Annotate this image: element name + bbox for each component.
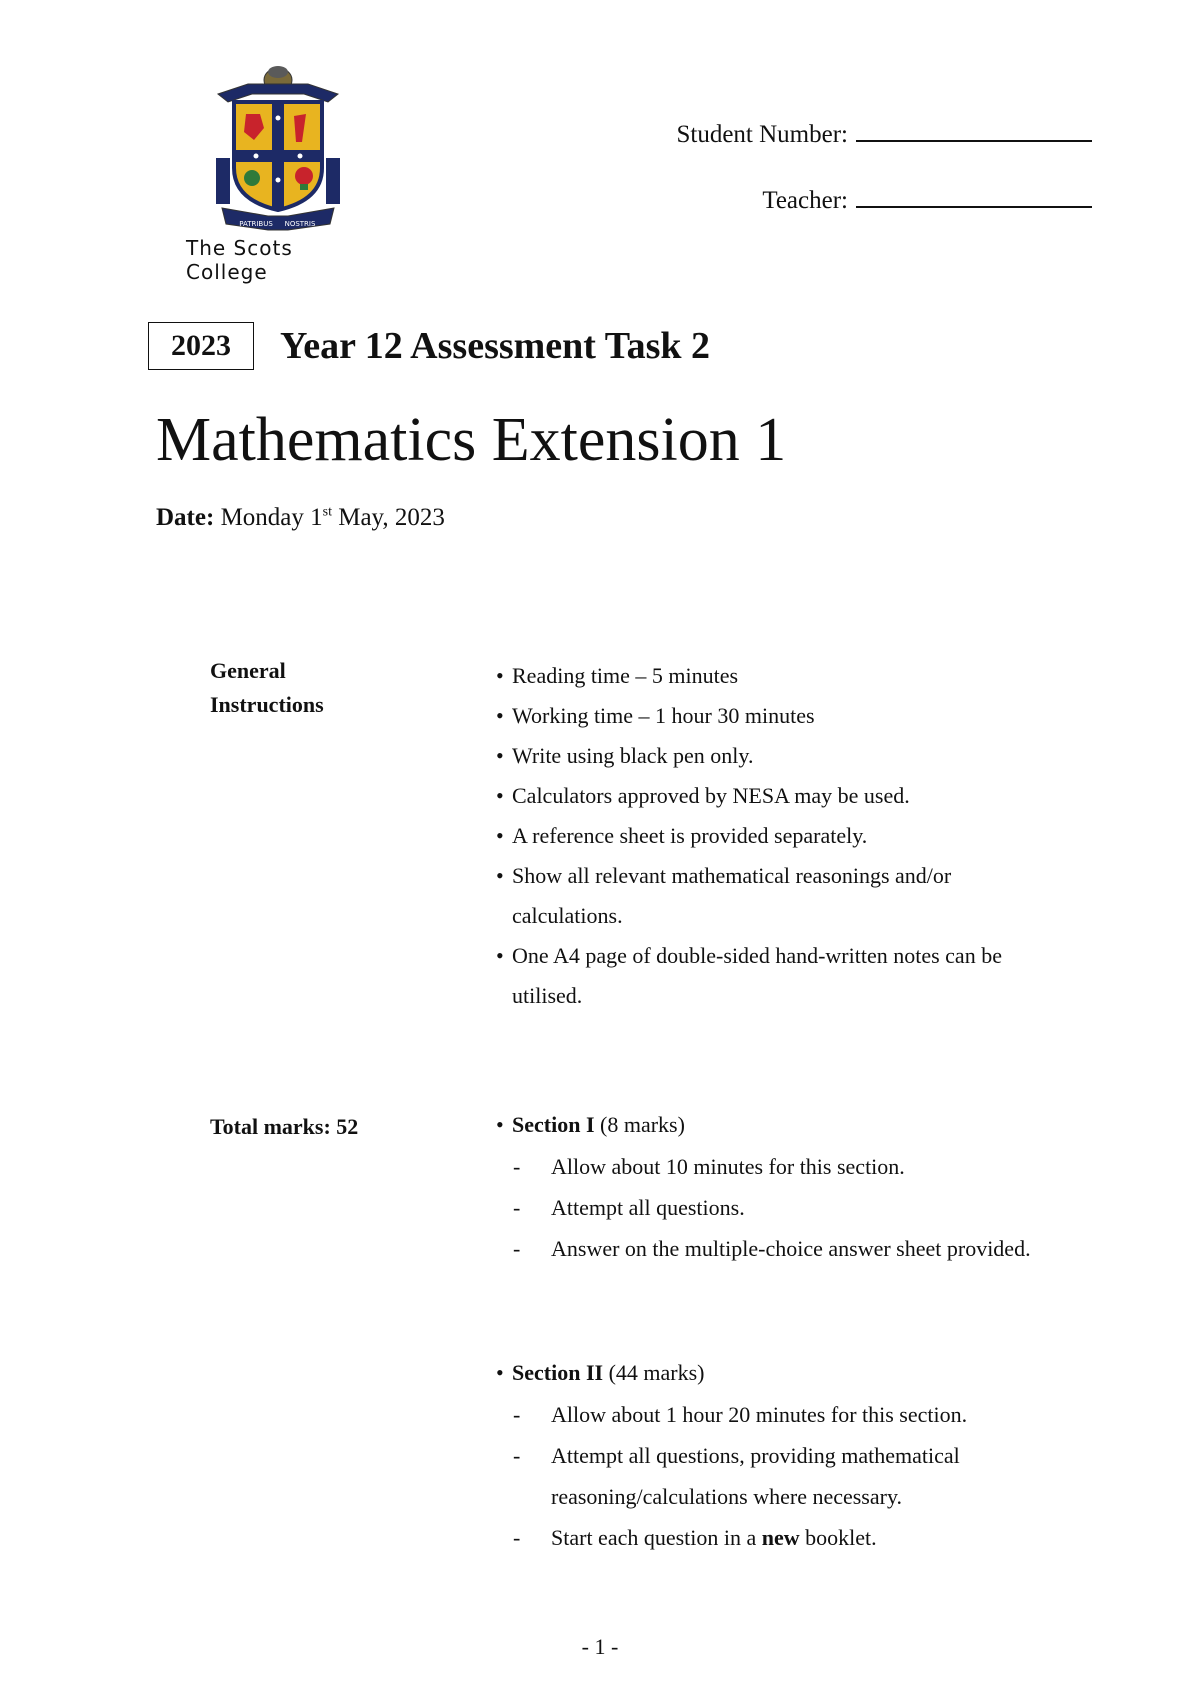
section-1-block — [496, 1104, 1116, 1269]
page-number: - 1 - — [581, 1634, 619, 1659]
crest-motto-right: NOSTRIS — [284, 220, 316, 228]
teacher-field[interactable] — [762, 182, 1092, 215]
section-1-heading: • Section I (8 marks) — [496, 1112, 685, 1137]
list-item: - Answer on the multiple-choice answer sheet provided. — [513, 1236, 1031, 1261]
exam-date — [156, 504, 445, 532]
general-instructions-label: General Instructions — [210, 658, 324, 717]
student-number-field[interactable] — [676, 116, 1092, 149]
list-item: • Calculators approved by NESA may be used. — [496, 783, 910, 808]
list-item: • Working time – 1 hour 30 minutes — [496, 703, 815, 728]
date-suffix: May, 2023 — [331, 504, 445, 531]
list-item: - Allow about 10 minutes for this section. — [513, 1154, 905, 1179]
task-title: Year 12 Assessment Task 2 — [280, 325, 711, 367]
total-marks-label: Total marks: 52 — [210, 1114, 359, 1139]
list-item: • A reference sheet is provided separately. — [496, 823, 868, 848]
teacher-label: Teacher: — [762, 187, 848, 214]
student-number-label: Student Number: — [676, 121, 848, 148]
student-number-line[interactable] — [856, 116, 1092, 142]
teacher-line[interactable] — [856, 182, 1092, 208]
date-prefix: Monday 1 — [220, 504, 323, 531]
subject-title: Mathematics Extension 1 — [156, 406, 787, 474]
college-crest-logo — [208, 58, 348, 234]
list-item: - Attempt all questions, providing mathematical reasoning/calculations where necessary. — [513, 1443, 960, 1509]
college-name: The Scots College — [186, 236, 293, 284]
date-label: Date: — [156, 504, 215, 531]
list-item: • Reading time – 5 minutes — [496, 663, 739, 688]
list-item: - Start each question in a new booklet. — [513, 1525, 877, 1550]
list-item: • Write using black pen only. — [496, 743, 754, 768]
crest-motto-left: PATRIBUS — [239, 220, 273, 228]
year-box: 2023 — [148, 322, 254, 370]
date-sup: st — [322, 504, 332, 520]
list-item: • Show all relevant mathematical reasonings and/or calculations. — [496, 863, 952, 928]
section-2-block — [496, 1352, 1116, 1558]
list-item: • One A4 page of double-sided hand-written notes can be utilised. — [496, 943, 1002, 1008]
list-item: - Attempt all questions. — [513, 1195, 745, 1220]
list-item: - Allow about 1 hour 20 minutes for this section. — [513, 1402, 968, 1427]
general-instructions-list — [496, 656, 1116, 1016]
section-2-heading: • Section II (44 marks) — [496, 1360, 705, 1385]
